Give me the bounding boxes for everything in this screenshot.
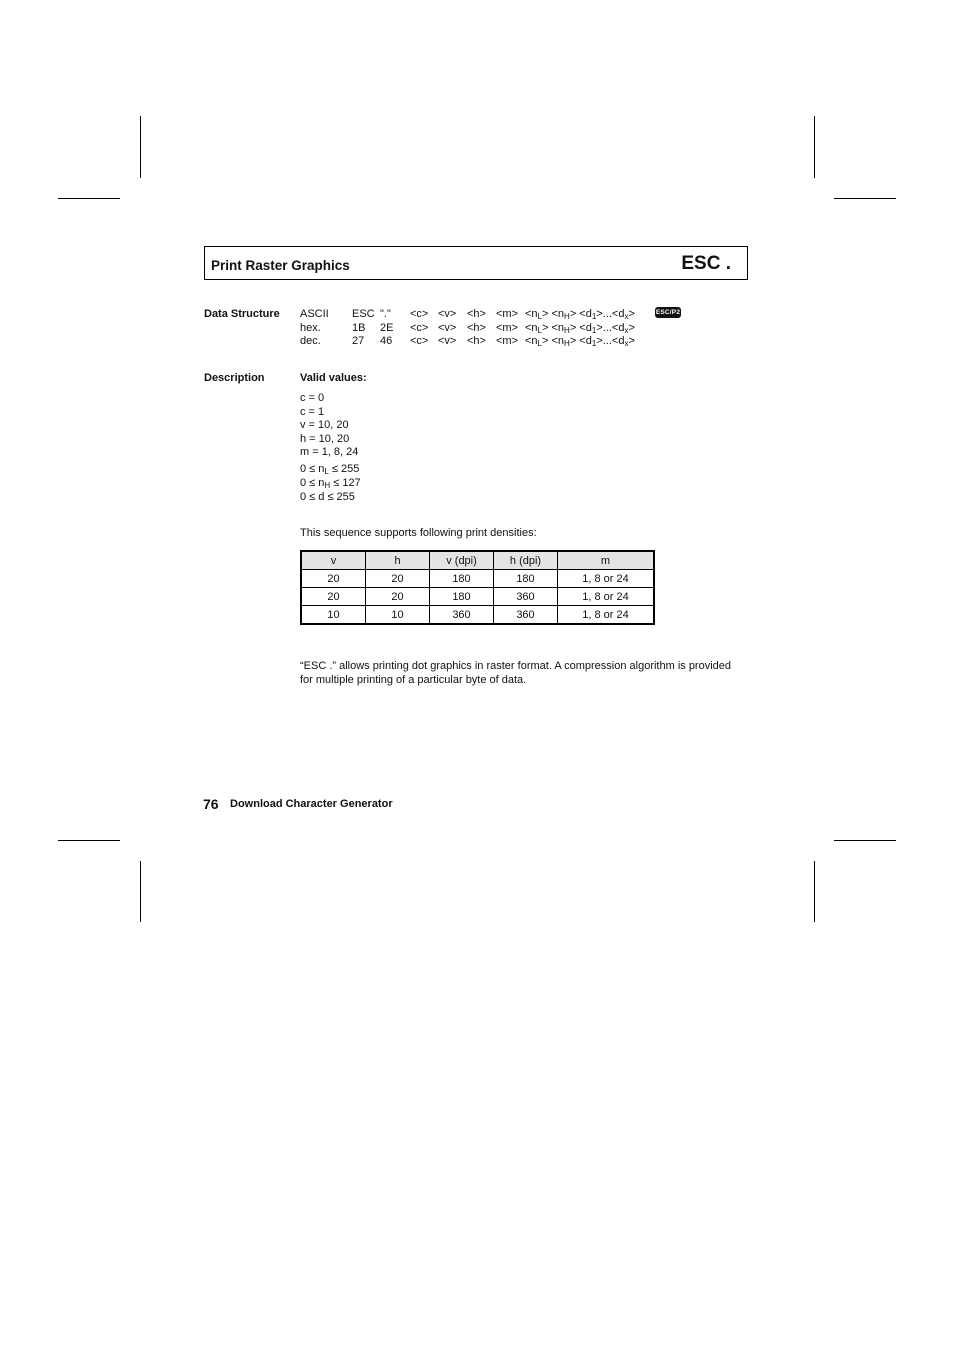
density-table: [300, 550, 655, 625]
range-nh: $0 \le n_H \le 127$: [300, 477, 361, 490]
crop-mark: [814, 861, 815, 922]
ds-row-name: hex.: [300, 322, 321, 334]
param-v: <v>: [438, 308, 457, 320]
table-cell: 1, 8 or 24: [558, 588, 655, 606]
param-m: <m>: [496, 308, 519, 320]
param-v: <v>: [438, 335, 457, 347]
table-row: [301, 588, 654, 606]
table-header-row: [301, 551, 654, 570]
table-cell: 180: [430, 570, 494, 588]
valid-value: v = 10, 20: [300, 419, 349, 431]
table-cell: 180: [430, 588, 494, 606]
esc-p2-badge: ESC/P2: [655, 309, 681, 316]
ds-row-code2: 2E: [380, 322, 394, 334]
table-header: h (dpi): [494, 551, 558, 570]
page-title: Print Raster Graphics: [211, 258, 350, 273]
param-c: <c>: [410, 308, 429, 320]
ds-row-name: dec.: [300, 335, 321, 347]
ds-row-code1: 1B: [352, 322, 366, 334]
valid-value: c = 0: [300, 392, 325, 404]
param-h: <h>: [467, 308, 486, 320]
param-m: <m>: [496, 335, 519, 347]
table-cell: 1, 8 or 24: [558, 570, 655, 588]
valid-value: m = 1, 8, 24: [300, 446, 359, 458]
description-paragraph-line1: “ESC .” allows printing dot graphics in raster format. A compression algorithm is provided: [300, 660, 732, 672]
crop-mark: [834, 840, 896, 841]
table-cell: 20: [366, 570, 430, 588]
param-m: <m>: [496, 322, 519, 334]
range-nl: $0 \le n_L \le 255$: [300, 463, 360, 476]
densities-intro: This sequence supports following print densities:: [300, 527, 537, 539]
param-c: <c>: [410, 322, 429, 334]
chapter-title: Download Character Generator: [230, 798, 393, 810]
table-cell: 20: [366, 588, 430, 606]
param-v: <v>: [438, 322, 457, 334]
description-paragraph-line2: for multiple printing of a particular byte of data.: [300, 674, 527, 686]
valid-value: h = 10, 20: [300, 433, 350, 445]
param-tail: $<n_L> <n_H> <d_1>...<d_x>$: [525, 335, 635, 348]
crop-mark: [140, 861, 141, 922]
param-h: <h>: [467, 335, 486, 347]
table-cell: 20: [301, 570, 366, 588]
param-c: <c>: [410, 335, 429, 347]
valid-values-heading: Valid values:: [300, 372, 367, 384]
crop-mark: [140, 116, 141, 178]
crop-mark: [834, 198, 896, 199]
ds-row-code1: 27: [352, 335, 365, 347]
table-cell: 1, 8 or 24: [558, 606, 655, 625]
table-row: [301, 606, 654, 625]
table-header: v (dpi): [430, 551, 494, 570]
table-cell: 180: [494, 570, 558, 588]
ds-row-name: ASCII: [300, 308, 329, 320]
table-header: m: [558, 551, 655, 570]
table-row: [301, 570, 654, 588]
range-d: 0 ≤ d ≤ 255: [300, 491, 355, 503]
param-h: <h>: [467, 322, 486, 334]
description-label: Description: [204, 372, 265, 384]
crop-mark: [58, 840, 120, 841]
table-header: h: [366, 551, 430, 570]
table-cell: 10: [366, 606, 430, 625]
ds-row-code2: 46: [380, 335, 393, 347]
table-cell: 360: [494, 588, 558, 606]
crop-mark: [58, 198, 120, 199]
command-name: ESC .: [681, 253, 731, 274]
table-cell: 20: [301, 588, 366, 606]
ds-row-code1: ESC: [352, 308, 375, 320]
ds-row-code2: ".": [380, 308, 391, 320]
title-box: [204, 246, 748, 280]
param-tail: $<n_L> <n_H> <d_1>...<d_x>$: [525, 308, 635, 321]
table-cell: 10: [301, 606, 366, 625]
page-number: 76: [203, 796, 219, 812]
crop-mark: [814, 116, 815, 178]
table-cell: 360: [494, 606, 558, 625]
valid-value: c = 1: [300, 406, 325, 418]
param-tail: $<n_L> <n_H> <d_1>...<d_x>$: [525, 322, 635, 335]
data-structure-label: Data Structure: [204, 308, 280, 320]
table-cell: 360: [430, 606, 494, 625]
table-header: v: [301, 551, 366, 570]
